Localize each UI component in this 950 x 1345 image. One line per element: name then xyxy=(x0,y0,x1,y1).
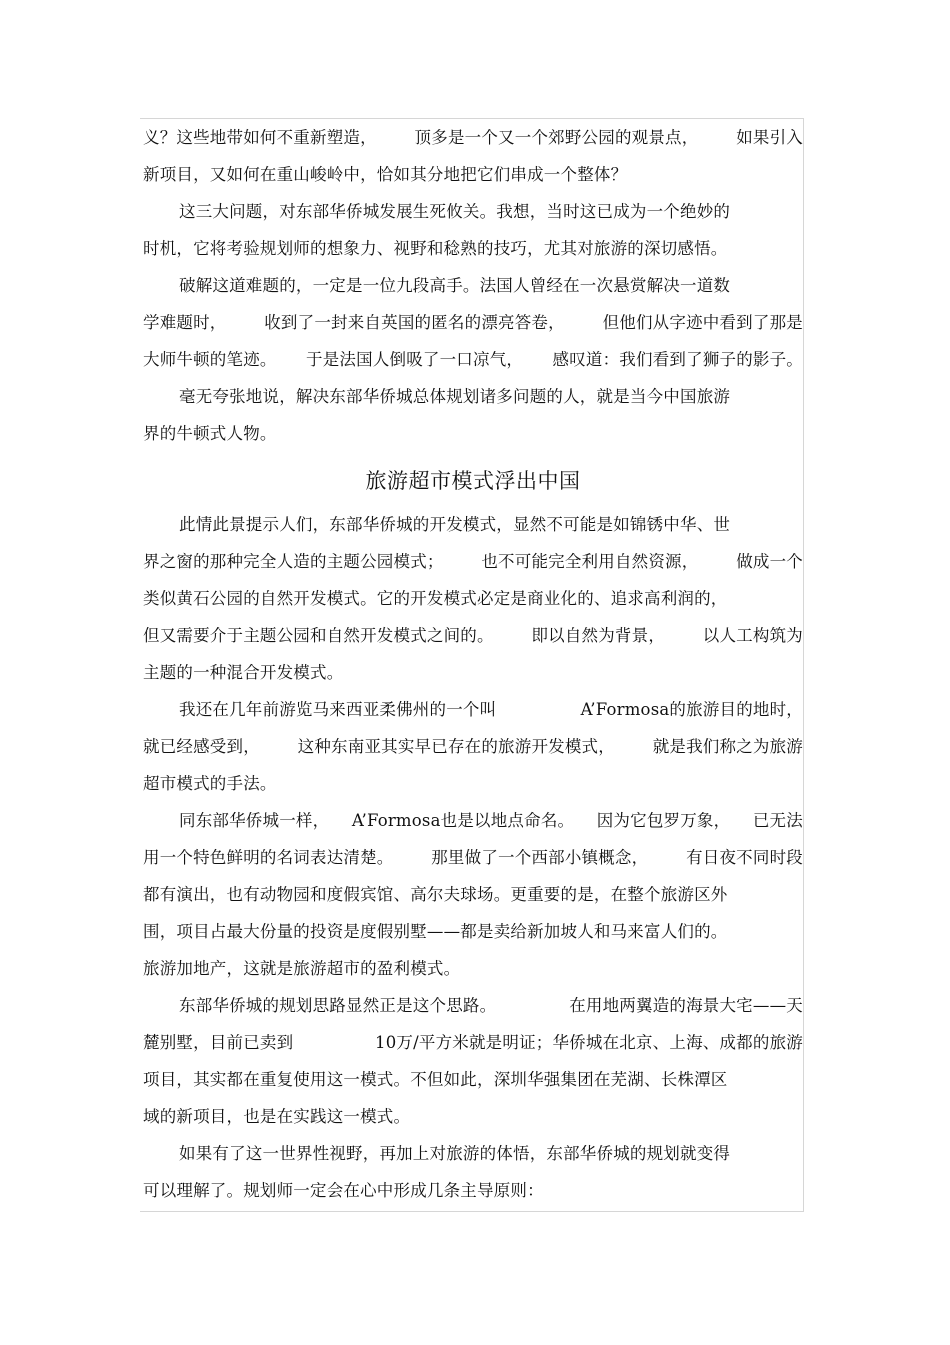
text-segment: 我还在几年前游览马来西亚柔佛州的一个叫 xyxy=(179,700,497,719)
text-segment: 于是法国人倒吸了一口凉气， xyxy=(306,350,524,369)
text-segment: 域的新项目，也是在实践这一模式。 xyxy=(143,1107,411,1126)
text-line xyxy=(143,654,803,691)
text-segment: 大师牛顿的笔迹。 xyxy=(143,350,277,369)
text-segment: 新项目，又如何在重山峻岭中，恰如其分地把它们串成一个整体？ xyxy=(143,165,628,184)
text-segment: 界之窗的那种完全人造的主题公园模式； xyxy=(143,552,444,571)
text-line xyxy=(143,119,803,156)
text-segment: 界的牛顿式人物。 xyxy=(143,424,277,443)
text-segment: 在用地两翼造的海景大宅——天 xyxy=(569,996,803,1015)
text-segment: 围，项目占最大份量的投资是度假别墅——都是卖给新加坡人和马来富人们的。 xyxy=(143,922,728,941)
text-segment: 顶多是一个又一个郊野公园的观景点， xyxy=(414,128,699,147)
text-line xyxy=(143,1098,803,1135)
text-line xyxy=(143,1061,803,1098)
text-segment: 项目，其实都在重复使用这一模式。不但如此，深圳华强集团在芜湖、长株潭区 xyxy=(143,1070,728,1089)
text-line xyxy=(143,987,803,1024)
text-segment: 可以理解了。规划师一定会在心中形成几条主导原则： xyxy=(143,1181,544,1200)
text-line xyxy=(143,617,803,654)
text-segment: 超市模式的手法。 xyxy=(143,774,277,793)
text-line xyxy=(143,156,803,193)
text-segment: 学难题时， xyxy=(143,313,227,332)
text-line xyxy=(143,267,803,304)
text-line xyxy=(143,950,803,987)
paragraph xyxy=(143,987,803,1135)
text-segment: 如果引入 xyxy=(736,128,803,147)
text-segment: 旅游加地产，这就是旅游超市的盈利模式。 xyxy=(143,959,461,978)
text-segment: 收到了一封来自英国的匿名的漂亮答卷， xyxy=(264,313,565,332)
text-line xyxy=(143,543,803,580)
text-line xyxy=(143,230,803,267)
text-segment: 如果有了这一世界性视野，再加上对旅游的体悟，东部华侨城的规划就变得 xyxy=(179,1144,731,1163)
text-line xyxy=(143,1172,803,1209)
text-segment: 用一个特色鲜明的名词表达清楚。 xyxy=(143,848,394,867)
text-line xyxy=(143,341,803,378)
text-segment: 已无法 xyxy=(752,811,803,830)
text-segment: 这种东南亚其实早已存在的旅游开发模式， xyxy=(297,737,615,756)
text-line xyxy=(143,304,803,341)
text-segment: 类似黄石公园的自然开发模式。它的开发模式必定是商业化的、追求高利润的， xyxy=(143,589,728,608)
body-text xyxy=(143,119,803,1209)
paragraph xyxy=(143,267,803,378)
text-line xyxy=(143,876,803,913)
text-segment: 那里做了一个西部小镇概念， xyxy=(431,848,649,867)
text-line xyxy=(143,728,803,765)
text-segment: 就已经感受到， xyxy=(143,737,260,756)
text-segment: 10万/平方米就是明证；华侨城在北京、上海、成都的旅游 xyxy=(375,1033,803,1052)
section-heading: 旅游超市模式浮出中国 xyxy=(365,469,581,493)
text-segment: 麓别墅，目前已卖到 xyxy=(143,1033,294,1052)
text-segment: 义？这些地带如何不重新塑造， xyxy=(143,128,377,147)
text-segment: 破解这道难题的，一定是一位九段高手。法国人曾经在一次悬赏解决一道数 xyxy=(179,276,731,295)
text-line xyxy=(143,1135,803,1172)
section-bottom xyxy=(143,506,803,1209)
paragraph xyxy=(143,691,803,802)
text-segment: 有日夜不同时段 xyxy=(686,848,803,867)
text-segment: 这三大问题，对东部华侨城发展生死攸关。我想，当时这已成为一个绝妙的 xyxy=(179,202,731,221)
text-segment: 毫无夸张地说，解决东部华侨城总体规划诸多问题的人，就是当今中国旅游 xyxy=(179,387,731,406)
text-line xyxy=(143,802,803,839)
text-segment: 东部华侨城的规划思路显然正是这个思路。 xyxy=(179,996,497,1015)
text-line xyxy=(143,839,803,876)
text-line xyxy=(143,913,803,950)
text-segment: 就是我们称之为旅游 xyxy=(652,737,803,756)
text-segment: 因为它包罗万象， xyxy=(596,811,731,830)
text-segment: 感叹道：我们看到了狮子的影子。 xyxy=(552,350,803,369)
text-segment: 以人工构筑为 xyxy=(702,626,803,645)
paragraph xyxy=(143,1135,803,1209)
text-line xyxy=(143,691,803,728)
paragraph xyxy=(143,119,803,193)
text-line xyxy=(143,193,803,230)
text-line xyxy=(143,1024,803,1061)
text-segment: 即以自然为背景， xyxy=(531,626,666,645)
paragraph xyxy=(143,378,803,452)
text-segment: 但他们从字迹中看到了那是 xyxy=(602,313,803,332)
text-segment: A’Formosa也是以地点命名。 xyxy=(351,811,575,830)
paragraph xyxy=(143,506,803,691)
text-segment: 做成一个 xyxy=(736,552,803,571)
text-line xyxy=(143,378,803,415)
paragraph xyxy=(143,802,803,987)
text-segment: 时机，它将考验规划师的想象力、视野和稔熟的技巧，尤其对旅游的深切感悟。 xyxy=(143,239,728,258)
paragraph xyxy=(143,193,803,267)
text-segment: 同东部华侨城一样， xyxy=(179,811,330,830)
section-top xyxy=(143,119,803,452)
text-segment: 都有演出，也有动物园和度假宾馆、高尔夫球场。更重要的是，在整个旅游区外 xyxy=(143,885,728,904)
text-segment: A’Formosa的旅游目的地时， xyxy=(580,700,803,719)
text-segment: 主题的一种混合开发模式。 xyxy=(143,663,344,682)
text-segment: 此情此景提示人们，东部华侨城的开发模式，显然不可能是如锦锈中华、世 xyxy=(179,515,731,534)
text-line xyxy=(143,580,803,617)
text-segment: 但又需要介于主题公园和自然开发模式之间的。 xyxy=(143,626,494,645)
text-segment: 也不可能完全利用自然资源， xyxy=(481,552,699,571)
text-line xyxy=(143,765,803,802)
text-line xyxy=(143,506,803,543)
text-line xyxy=(143,415,803,452)
